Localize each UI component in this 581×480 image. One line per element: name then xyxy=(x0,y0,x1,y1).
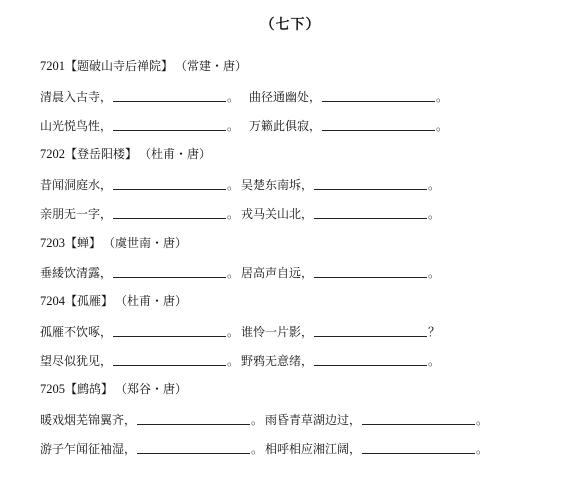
poem-number: 7202 xyxy=(40,147,65,161)
fill-blank[interactable] xyxy=(362,413,475,425)
poem-author: （杜甫・唐） xyxy=(121,294,188,308)
fill-blank[interactable] xyxy=(322,119,435,131)
verse-punct: 。 xyxy=(476,413,489,427)
poem-author: （常建・唐） xyxy=(181,59,248,73)
fill-blank[interactable] xyxy=(113,90,226,102)
fill-blank[interactable] xyxy=(113,178,226,190)
poem-author: （杜甫・唐） xyxy=(145,147,212,161)
poem-title: 【蝉】 xyxy=(65,236,102,250)
poem-header xyxy=(40,234,187,251)
poem-header xyxy=(40,145,211,162)
fill-blank[interactable] xyxy=(314,266,427,278)
verse-line xyxy=(40,352,440,369)
poem-title: 【孤雁】 xyxy=(65,294,114,308)
fill-blank[interactable] xyxy=(113,119,226,131)
verse-line xyxy=(40,411,488,428)
verse-text: 吴楚东南坼， xyxy=(241,178,314,192)
verse-text: 戎马关山北， xyxy=(241,207,314,221)
verse-punct: 。 xyxy=(227,119,240,133)
verse-text: 相呼相应湘江阔， xyxy=(265,442,362,456)
fill-blank[interactable] xyxy=(137,442,250,454)
poem-number: 7201 xyxy=(40,59,65,73)
verse-punct: 。 xyxy=(436,119,449,133)
verse-punct: 。 xyxy=(428,178,441,192)
verse-text: 暖戏烟芜锦翼齐， xyxy=(40,413,137,427)
verse-text: 清晨入古寺， xyxy=(40,90,113,104)
verse-punct: ？ xyxy=(428,325,441,339)
poem-header xyxy=(40,57,247,74)
verse-text: 昔闻洞庭水， xyxy=(40,178,113,192)
fill-blank[interactable] xyxy=(113,207,226,219)
verse-line xyxy=(40,205,440,222)
verse-text: 万籁此俱寂， xyxy=(249,119,322,133)
poem-header xyxy=(40,380,187,397)
fill-blank[interactable] xyxy=(113,354,226,366)
verse-line xyxy=(40,264,440,281)
verse-punct: 。 xyxy=(227,207,240,221)
verse-punct: 。 xyxy=(227,354,240,368)
poem-author: （郑谷・唐） xyxy=(121,382,188,396)
fill-blank[interactable] xyxy=(314,325,427,337)
verse-punct: 。 xyxy=(428,266,441,280)
poem-number: 7203 xyxy=(40,236,65,250)
poem-author: （虞世南・唐） xyxy=(109,236,188,250)
verse-text: 雨昏青草湖边过， xyxy=(265,413,362,427)
poem-title: 【题破山寺后禅院】 xyxy=(65,59,174,73)
poem-title: 【鹧鸪】 xyxy=(65,382,114,396)
verse-text: 曲径通幽处， xyxy=(249,90,322,104)
fill-blank[interactable] xyxy=(322,90,435,102)
verse-line xyxy=(40,88,448,105)
verse-punct: 。 xyxy=(227,266,240,280)
fill-blank[interactable] xyxy=(314,178,427,190)
verse-punct: 。 xyxy=(251,413,264,427)
verse-text: 居高声自远， xyxy=(241,266,314,280)
verse-punct: 。 xyxy=(251,442,264,456)
verse-text: 垂緌饮清露， xyxy=(40,266,113,280)
verse-punct: 。 xyxy=(428,207,441,221)
verse-line xyxy=(40,176,440,193)
verse-text: 亲朋无一字， xyxy=(40,207,113,221)
fill-blank[interactable] xyxy=(362,442,475,454)
verse-text: 山光悦鸟性， xyxy=(40,119,113,133)
verse-text: 望尽似犹见， xyxy=(40,354,113,368)
verse-punct: 。 xyxy=(476,442,489,456)
verse-punct: 。 xyxy=(436,90,449,104)
fill-blank[interactable] xyxy=(314,207,427,219)
verse-punct: 。 xyxy=(227,178,240,192)
fill-blank[interactable] xyxy=(137,413,250,425)
verse-line xyxy=(40,440,488,457)
fill-blank[interactable] xyxy=(113,325,226,337)
verse-text: 野鸦无意绪， xyxy=(241,354,314,368)
fill-blank[interactable] xyxy=(314,354,427,366)
verse-line xyxy=(40,323,440,340)
verse-text: 游子乍闻征袖湿， xyxy=(40,442,137,456)
poem-number: 7205 xyxy=(40,382,65,396)
verse-punct: 。 xyxy=(227,325,240,339)
verse-text: 孤雁不饮啄， xyxy=(40,325,113,339)
verse-text: 谁怜一片影， xyxy=(241,325,314,339)
fill-blank[interactable] xyxy=(113,266,226,278)
verse-punct: 。 xyxy=(428,354,441,368)
poem-title: 【登岳阳楼】 xyxy=(65,147,138,161)
verse-punct: 。 xyxy=(227,90,240,104)
page-title: （七下） xyxy=(260,17,321,33)
poem-number: 7204 xyxy=(40,294,65,308)
verse-line xyxy=(40,117,448,134)
poem-header xyxy=(40,292,187,309)
